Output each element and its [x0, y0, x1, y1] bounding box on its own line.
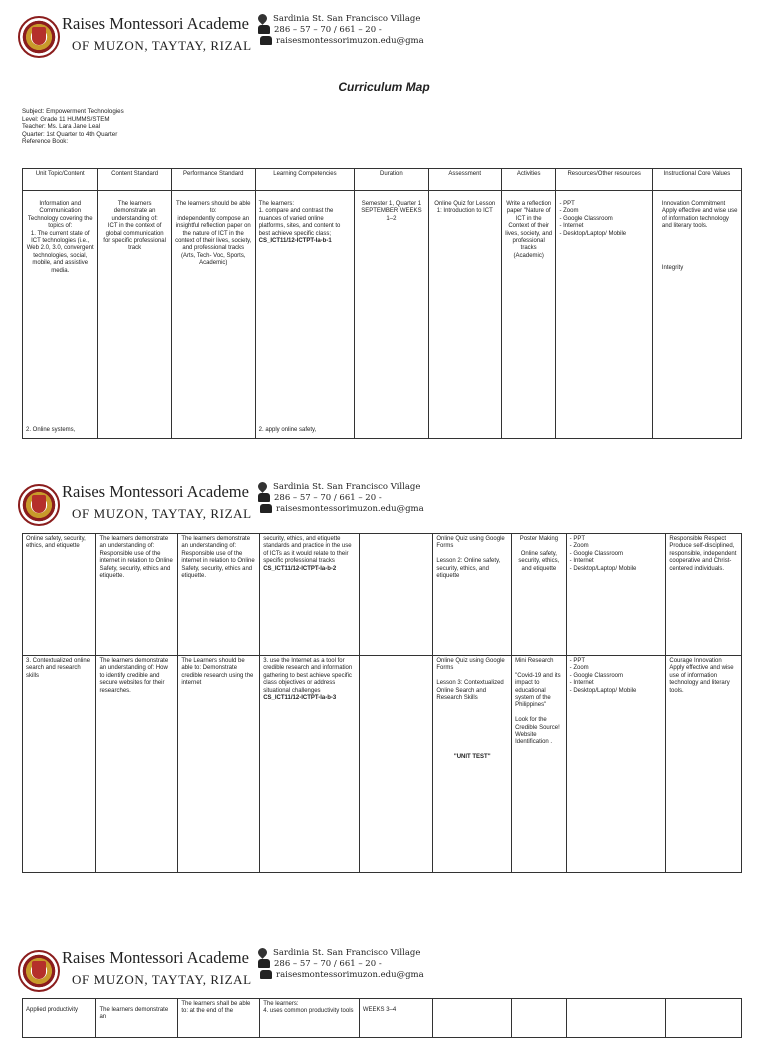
performance-cell: The learners shall be able to: at the end of the: [178, 999, 260, 1038]
school-header: [18, 482, 758, 534]
content-cell: The learners demonstrate an understanding of: How to identify credible and secure websites for their researches.: [96, 656, 178, 873]
table-header-row: [23, 169, 742, 191]
phone-icon: [258, 493, 270, 502]
table-row: [23, 999, 742, 1038]
school-name: Raises Montessori Academe: [62, 948, 249, 967]
meta-subject: Subject: Empowerment Technologies: [22, 108, 124, 115]
document-meta: [22, 108, 124, 146]
header-activities: Activities: [501, 169, 556, 191]
competency-cell: The learners: 1. compare and contrast the nuances of varied online platforms, sites, and content to best achieve specific class;: [258, 201, 341, 237]
phone-icon: [260, 970, 272, 979]
curriculum-table-3: [22, 998, 742, 1038]
school-phone: 286 – 57 – 70 / 661 – 20 -: [274, 959, 382, 969]
competency-cell: 3. use the Internet as a tool for credible research and information gathering to best achieve specific class objectives or address situational challenges: [263, 658, 353, 694]
activity-cell: Write a reflection paper "Nature of ICT in the Context of their lives, society, and professional tracks (Academic): [505, 201, 553, 259]
resources-cell: - PPT - Zoom - Google Classroom - Internet - Desktop/Laptop/ Mobile: [566, 656, 666, 873]
location-pin-icon: [256, 480, 269, 493]
phone-icon: [260, 36, 272, 45]
resources-cell: - PPT - Zoom - Google Classroom - Internet - Desktop/Laptop/ Mobile: [559, 201, 627, 237]
values-cell: Courage Innovation Apply effective and wise use of information technology and literary tools.: [666, 656, 742, 873]
school-address: Sardinia St. San Francisco Village: [273, 482, 421, 492]
competency-cell-2: 2. apply online safety,: [258, 426, 317, 433]
assessment-cell: Online Quiz using Google Forms Lesson 2: Online safety, security, ethics, and etiquette: [433, 534, 512, 656]
duration-cell: [359, 656, 432, 873]
assessment-cell: Online Quiz using Google Forms Lesson 3: Contextualized Online Search and Research Skills: [436, 658, 505, 702]
values-cell: Innovation Commitment Apply effective and wise use of information technology and literary tools.: [661, 201, 738, 230]
assessment-cell: Online Quiz for Lesson 1: Introduction to ICT: [434, 201, 496, 215]
school-name: Raises Montessori Academe: [62, 14, 249, 33]
school-location: OF MUZON, TAYTAY, RIZAL: [72, 972, 252, 987]
content-cell: The learners demonstrate an: [96, 999, 178, 1038]
competency-cell: security, ethics, and etiquette standards and practice in the use of ICTs as it would relate to their specific professional tracks: [263, 536, 352, 565]
header-unit: Unit Topic/Content: [23, 169, 98, 191]
school-email: raisesmontessorimuzon.edu@gma: [276, 504, 424, 514]
school-phone: 286 – 57 – 70 / 661 – 20 -: [274, 493, 382, 503]
header-resources: Resources/Other resources: [556, 169, 652, 191]
header-content: Content Standard: [98, 169, 171, 191]
content-cell: The learners demonstrate an understanding of: Responsible use of the internet in relation to Online Safety, security, ethics and etiquette.: [96, 534, 178, 656]
content-cell: The learners demonstrate an understanding of: ICT in the context of global communication for specific professional track: [103, 201, 166, 252]
school-contact: [258, 948, 424, 981]
competency-code: CS_ICT11/12-ICTPT-Ia-b-2: [263, 565, 337, 572]
school-location: OF MUZON, TAYTAY, RIZAL: [72, 38, 252, 53]
table-row: [23, 534, 742, 656]
table-row: [23, 191, 742, 439]
values-cell: Responsible Respect Produce self-disciplined, responsible, independent cooperative and Christ-centered individuals.: [666, 534, 742, 656]
header-performance: Performance Standard: [171, 169, 255, 191]
performance-cell: The learners should be able to: independently compose an insightful reflection paper on the nature of ICT in the context of their lives, society, and professional tracks (Arts, Tech- Voc, Sports, Academic): [175, 201, 252, 267]
unit-cell: 3. Contextualized online search and research skills: [23, 656, 96, 873]
school-location: OF MUZON, TAYTAY, RIZAL: [72, 506, 252, 521]
competency-code: CS_ICT11/12-ICTPT-Ia-b-1: [258, 238, 332, 245]
curriculum-table-2: [22, 533, 742, 873]
performance-cell: The learners demonstrate an understanding of: Responsible use of the internet in relation to Online Safety, security, ethics and etiquette.: [178, 534, 260, 656]
school-address: Sardinia St. San Francisco Village: [273, 948, 421, 958]
school-email: raisesmontessorimuzon.edu@gma: [276, 36, 424, 46]
meta-quarter: Quarter: 1st Quarter to 4th Quarter: [22, 130, 118, 138]
unit-cell: Applied productivity: [23, 999, 96, 1038]
school-header: [18, 948, 758, 1000]
header-assessment: Assessment: [428, 169, 501, 191]
unit-cell: Online safety, security, ethics, and etiquette: [23, 534, 96, 656]
header-values: Instructional Core Values: [652, 169, 741, 191]
school-phone: 286 – 57 – 70 / 661 – 20 -: [274, 25, 382, 35]
school-seal-icon: [18, 484, 60, 526]
location-pin-icon: [256, 946, 269, 959]
page-title: Curriculum Map: [338, 80, 430, 94]
unit-cell: Information and Communication Technology covering the topics of: 1. The current state of ICT technologies (i.e., Web 2.0, 3.0, convergent technologies, social, mobile, and assistive media.: [26, 201, 94, 274]
meta-reference: Reference Book:: [22, 138, 69, 146]
values-cell-2: Integrity: [661, 264, 684, 271]
location-pin-icon: [256, 12, 269, 25]
performance-cell: The Learners should be able to: Demonstrate credible research using the internet: [178, 656, 260, 873]
school-contact: [258, 482, 424, 515]
school-header: [18, 14, 758, 66]
school-seal-icon: [18, 16, 60, 58]
duration-cell: Semester 1, Quarter 1 SEPTEMBER WEEKS 1–2: [361, 201, 422, 222]
curriculum-table-1: [22, 168, 742, 439]
school-seal-icon: [18, 950, 60, 992]
duration-cell: [359, 534, 432, 656]
school-contact: [258, 14, 424, 47]
competency-code: CS_ICT11/12-ICTPT-Ia-b-3: [263, 695, 337, 702]
duration-cell: WEEKS 3–4: [359, 999, 432, 1038]
resources-cell: - PPT - Zoom - Google Classroom - Internet - Desktop/Laptop/ Mobile: [566, 534, 666, 656]
phone-icon: [258, 25, 270, 34]
phone-icon: [258, 959, 270, 968]
activity-cell: Mini Research "Covid-19 and its impact to educational system of the Philippines" Look for the Credible Source! Website Identification .: [512, 656, 567, 873]
meta-teacher: Teacher: Ms. Lara Jane Leal: [22, 123, 101, 131]
competency-cell: The learners: 4. uses common productivity tools: [260, 999, 360, 1038]
school-email: raisesmontessorimuzon.edu@gma: [276, 970, 424, 980]
school-address: Sardinia St. San Francisco Village: [273, 14, 421, 24]
unit-test-label: "UNIT TEST": [453, 754, 491, 761]
header-duration: Duration: [355, 169, 428, 191]
phone-icon: [260, 504, 272, 513]
school-name: Raises Montessori Academe: [62, 482, 249, 501]
meta-level: Level: Grade 11 HUMMS/STEM: [22, 115, 110, 123]
header-competencies: Learning Competencies: [255, 169, 355, 191]
table-row: [23, 656, 742, 873]
unit-cell-2: 2. Online systems,: [26, 426, 76, 433]
activity-cell: Poster Making Online safety, security, ethics, and etiquette: [512, 534, 567, 656]
